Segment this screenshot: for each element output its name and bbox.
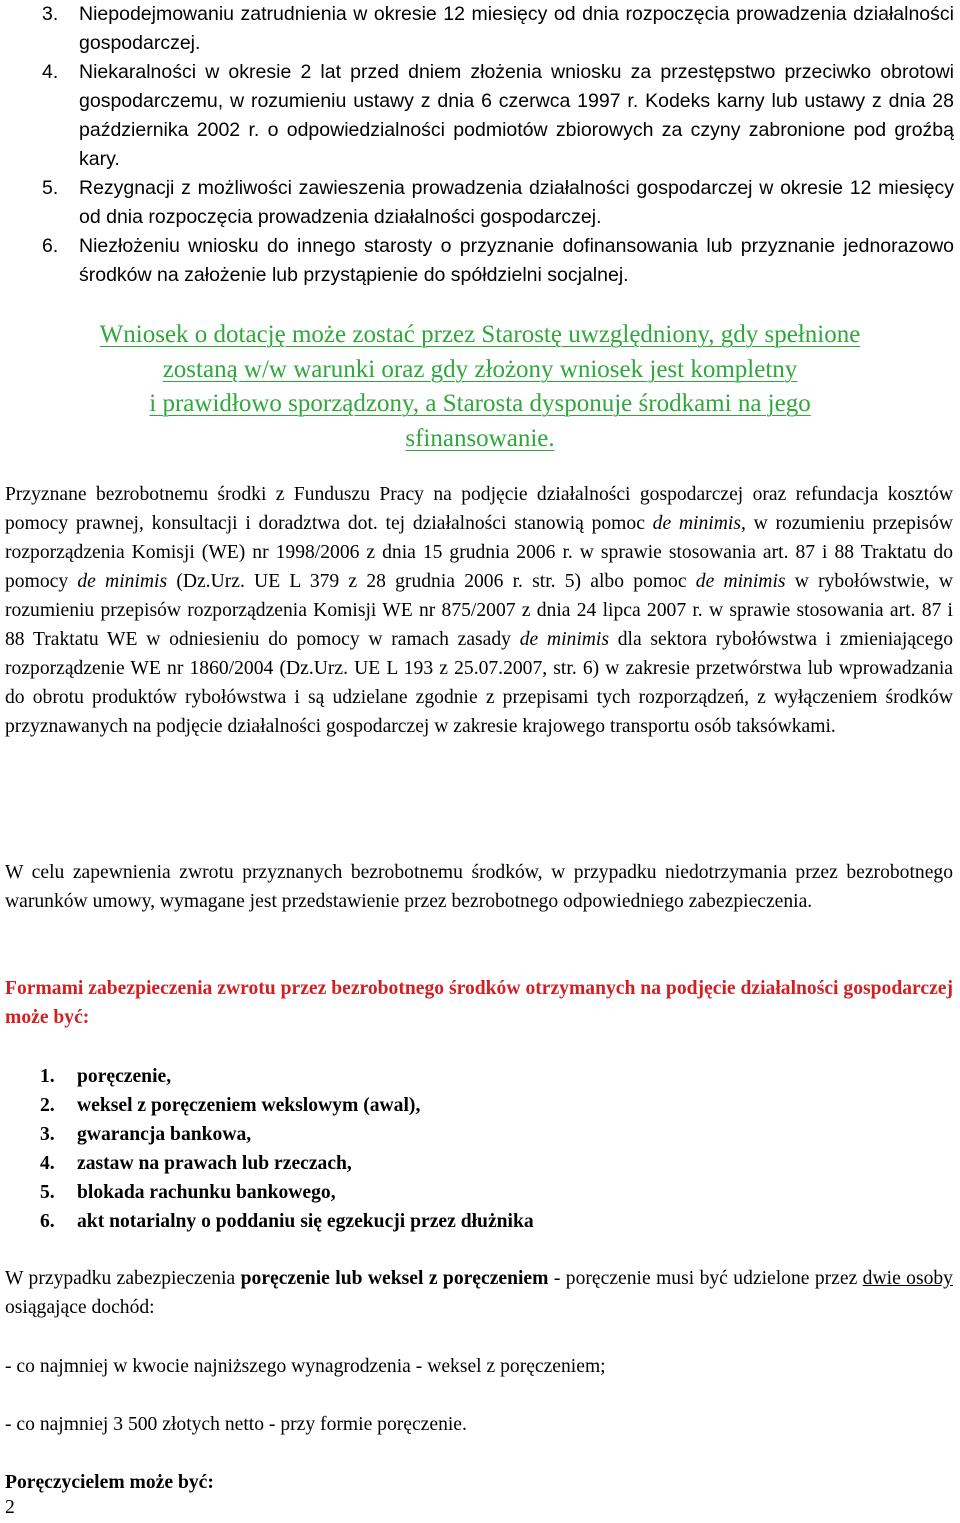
dash-line-net-amount: - co najmniej 3 500 złotych netto - przy formie poręczenie. [5, 1414, 467, 1435]
security-form-item [40, 1120, 534, 1149]
heading-line: sfinansowanie. [405, 424, 555, 452]
item-number: 6. [42, 235, 59, 257]
text-run: dla sektora rybołówstwa i zmieniającego rozporządzenie WE nr 1860/2004 (Dz.Urz. UE L 193 z 25.07.2007, str. 6) w zakresie przetwórstwa lub wprowadzania do obrotu produktów rybołówstwa i są udzielane zgodnie z przepisami tych rozporządzeń, z wyłączeniem środków przyznawanych na podjęcie działalności gospodarczej w zakresie krajowego transportu osób taksówkami. [5, 629, 954, 737]
de-minimis-paragraph [5, 480, 953, 741]
item-text: poręczenie, [77, 1066, 172, 1087]
item-text: blokada rachunku bankowego, [77, 1182, 336, 1203]
item-number: 3. [40, 1124, 55, 1145]
item-text: Niekaralności w okresie 2 lat przed dniem złożenia wniosku za przestępstwo przeciwko obrotowi gospodarczemu, w rozumieniu ustawy z dnia 6 czerwca 1997 r. Kodeks karny lub ustawy z dnia 28 października 2002 r. o odpowiedzialności podmiotów zbiorowych za czyny zabronione pod groźbą kary. [79, 61, 954, 170]
security-forms-list [40, 1062, 534, 1236]
guarantee-paragraph [5, 1264, 953, 1322]
condition-item-3 [42, 0, 954, 58]
heading-line: zostaną w/w warunki oraz gdy złożony wniosek jest kompletny [162, 355, 798, 383]
item-number: 2. [40, 1095, 55, 1116]
item-text: akt notarialny o poddaniu się egzekucji przez dłużnika [77, 1211, 534, 1232]
bold-text: poręczenie lub weksel z poręczeniem [240, 1268, 549, 1289]
security-form-item [40, 1149, 534, 1178]
item-number: 1. [40, 1066, 55, 1087]
text-run: osiągające dochód: [5, 1297, 155, 1318]
condition-item-4 [42, 58, 954, 174]
grant-conditions-heading [4, 318, 956, 456]
security-form-item [40, 1091, 534, 1120]
heading-line: Wniosek o dotację może zostać przez Starostę uwzględniony, gdy spełnione [99, 321, 861, 348]
item-number: 5. [40, 1182, 55, 1203]
condition-item-5 [42, 174, 954, 232]
text-run: Przyznane bezrobotnemu środki z Funduszu Pracy na podjęcie działalności gospodarczej oraz refundacja kosztów pomocy prawnej, konsultacji i doradztwa dot. tej działalności stanowią pomoc [5, 484, 953, 534]
item-text: Niepodejmowaniu zatrudnienia w okresie 12 miesięcy od dnia rozpoczęcia prowadzenia działalności gospodarczej. [79, 3, 954, 54]
item-number: 4. [40, 1153, 55, 1174]
heading-line: i prawidłowo sporządzony, a Starosta dysponuje środkami na jego [149, 390, 811, 417]
security-form-item [40, 1207, 534, 1236]
page-number: 2 [5, 1497, 15, 1518]
item-number: 3. [42, 3, 59, 25]
italic-term: de minimis [77, 571, 168, 592]
text-run: W przypadku zabezpieczenia [5, 1268, 241, 1289]
security-forms-heading: Formami zabezpieczenia zwrotu przez bezrobotnego środków otrzymanych na podjęcie działalności gospodarczej może być: [5, 978, 953, 1028]
item-text: Niezłożeniu wniosku do innego starosty o przyznanie dofinansowania lub przyznanie jednorazowo środków na założenie lub przystąpienie do spółdzielni socjalnej. [79, 235, 954, 286]
item-text: weksel z poręczeniem wekslowym (awal), [77, 1095, 421, 1116]
underlined-text: dwie osoby [862, 1268, 953, 1289]
item-text: zastaw na prawach lub rzeczach, [77, 1153, 352, 1174]
item-number: 6. [40, 1211, 55, 1232]
item-number: 4. [42, 61, 59, 83]
item-number: 5. [42, 177, 59, 199]
italic-term: de minimis [652, 513, 741, 534]
guarantor-heading: Poręczycielem może być: [5, 1472, 214, 1493]
condition-item-6 [42, 232, 954, 290]
italic-term: de minimis [695, 571, 786, 592]
italic-term: de minimis [519, 629, 609, 650]
security-paragraph: W celu zapewnienia zwrotu przyznanych bezrobotnemu środków, w przypadku niedotrzymania przez bezrobotnego warunków umowy, wymagane jest przedstawienie przez bezrobotnego odpowiedniego zabezpieczenia. [5, 862, 953, 912]
dash-line-min-wage: - co najmniej w kwocie najniższego wynagrodzenia - weksel z poręczeniem; [5, 1356, 606, 1377]
text-run: - poręczenie musi być udzielone przez [548, 1268, 863, 1289]
text-run: w rybołówstwie, w rozumieniu przepisów rozporządzenia Komisji WE nr 875/2007 z dnia 24 lipca 2007 r. w sprawie stosowania art. 87 i 88 Traktatu WE w odniesieniu do pomocy w ramach zasady [5, 571, 954, 650]
security-form-item [40, 1178, 534, 1207]
item-text: gwarancja bankowa, [77, 1124, 252, 1145]
security-form-item [40, 1062, 534, 1091]
text-run: (Dz.Urz. UE L 379 z 28 grudnia 2006 r. str. 5) albo pomoc [167, 571, 696, 592]
item-text: Rezygnacji z możliwości zawieszenia prowadzenia działalności gospodarczej w okresie 12 miesięcy od dnia rozpoczęcia prowadzenia działalności gospodarczej. [79, 177, 954, 228]
text-run: , w rozumieniu przepisów rozporządzenia Komisji (WE) nr 1998/2006 z dnia 15 grudnia 2006 r. w sprawie stosowania art. 87 i 88 Traktatu do pomocy [5, 513, 953, 592]
conditions-list [42, 0, 954, 290]
